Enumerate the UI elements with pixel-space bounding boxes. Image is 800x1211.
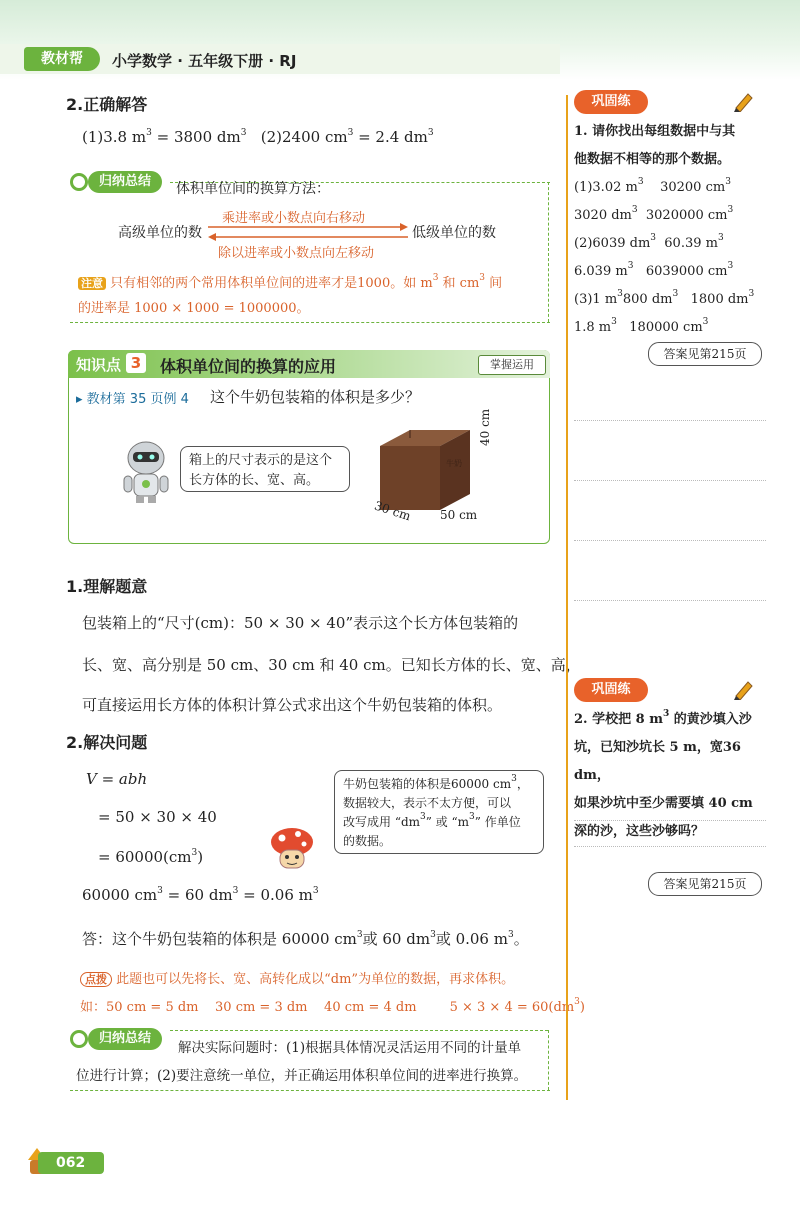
tip-tag: 点拨 <box>80 972 112 987</box>
side-dotted-line <box>574 846 766 847</box>
side-q1-text: 1. 请你找出每组数据中与其 他数据不相等的那个数据。 (1)3.02 $m^3$ 30200 $cm^3$ 3020 $dm^3$ 3020000 $cm^3$ (2)6039 $dm^3$ 60.39 $m^3$ 6.039 $m^3$ 6039000 $cm^3$ (3)1 $m^3800$ $dm^3$ 1800 $dm^3$ 1.8 $m^3$ 180000 $cm^3$ <box>574 124 755 335</box>
pencil-icon <box>732 90 754 112</box>
knowledge-label: 知识点 <box>76 356 122 374</box>
note-line-2: 的进率是 1000 × 1000 = 1000000。 <box>78 301 310 316</box>
side-dotted-line <box>574 600 766 601</box>
section-heading-understand: 1.理解题意 <box>66 577 148 596</box>
side-dotted-line <box>574 540 766 541</box>
example-question: 这个牛奶包装箱的体积是多少？ <box>210 388 421 406</box>
summary-border <box>548 182 549 322</box>
formula-line-1: V = abh <box>86 770 148 788</box>
box-print-text: 牛奶 <box>446 459 462 468</box>
mushroom-mascot-icon <box>268 826 316 872</box>
side-q2-text: 2. 学校把 8 $m^3$ 的黄沙填入沙 坑，已知沙坑长 5 m，宽36 dm， 如果沙坑中至少需要填 40 cm 深的沙，这些沙够吗？ <box>574 709 753 839</box>
knowledge-tag: 掌握运用 <box>478 355 546 375</box>
answer-line: (1)3.8 $m^3 = 3800$ $dm^3$ (2)2400 $cm^3 = 2.4$ $dm^3$ <box>82 128 434 146</box>
side-answer-ref-1: 答案见第215页 <box>648 342 762 366</box>
side-dotted-line <box>574 480 766 481</box>
knowledge-number: 3 <box>126 353 146 373</box>
dim-width-label: 30 cm <box>372 498 413 524</box>
para-line-2: 长、宽、高分别是 50 cm、30 cm 和 40 cm。已知长方体的长、宽、高， <box>82 656 581 674</box>
tip-line-1: 点拨 此题也可以先将长、宽、高转化成以“dm”为单位的数据，再求体积。 <box>80 968 514 987</box>
high-unit-label: 高级单位的数 <box>118 225 202 241</box>
summary2-right-border <box>548 1030 549 1090</box>
side-practice-tag-2: 巩固练 <box>574 678 648 702</box>
summary-label: 归纳总结 <box>88 171 162 193</box>
side-dotted-line <box>574 820 766 821</box>
note-line-1: 注意 只有相邻的两个常用体积单位间的进率才是1000。如 $m^3$ 和 $cm^3$ 间 <box>78 272 502 292</box>
summary2-ring-icon <box>70 1030 88 1048</box>
dim-length-label: 50 cm <box>440 508 478 522</box>
robot-mascot-icon <box>118 440 176 504</box>
book-title: 小学数学 · 五年级下册 · RJ <box>112 52 297 70</box>
para-line-3: 可直接运用长方体的体积计算公式求出这个牛奶包装箱的体积。 <box>82 696 503 714</box>
para-line-1: 包装箱上的“尺寸(cm)：50 × 30 × 40”表示这个长方体包装箱的 <box>82 614 519 632</box>
note-tag: 注意 <box>78 277 106 290</box>
section-heading-correct-answer: 2.正确解答 <box>66 95 148 114</box>
side-column-rule <box>566 95 568 1100</box>
knowledge-title: 体积单位间的换算的应用 <box>160 357 337 376</box>
book-badge: 教材帮 <box>24 47 100 71</box>
conversion-line: 60000 $cm^3 = 60$ $dm^3 = 0.06$ $m^3$ <box>82 886 319 904</box>
formula-line-3: = $60000(cm^3)$ <box>98 848 204 866</box>
side-practice-tag-1: 巩固练 <box>574 90 648 114</box>
arrow-left-label: 除以进率或小数点向左移动 <box>218 246 375 261</box>
side-answer-ref-2: 答案见第215页 <box>648 872 762 896</box>
conversion-arrows <box>206 222 410 242</box>
summary2-line-2: 位进行计算；(2)要注意统一单位，并正确运用体积单位间的进率进行换算。 <box>76 1068 528 1084</box>
robot-speech-bubble: 箱上的尺寸表示的是这个 长方体的长、宽、高。 <box>180 446 350 492</box>
arrow-right-label: 乘进率或小数点向右移动 <box>222 211 366 226</box>
summary2-label: 归纳总结 <box>88 1028 162 1050</box>
pencil-icon <box>732 678 754 700</box>
low-unit-label: 低级单位的数 <box>412 225 496 241</box>
summary-ring-icon <box>70 173 88 191</box>
mushroom-speech-bubble: 牛奶包装箱的体积是60000 $cm^3$， 数据较大，表示不太方便，可以 改写成用 “$dm^3$” 或 “$m^3$” 作单位 的数据。 <box>334 770 544 854</box>
summary2-top-border <box>170 1030 548 1031</box>
summary2-line-1: 解决实际问题时：(1)根据具体情况灵活运用不同的计量单 <box>178 1040 522 1056</box>
side-dotted-line <box>574 420 766 421</box>
summary-bottom-border <box>70 322 550 323</box>
formula-line-2: = 50 × 30 × 40 <box>98 808 217 826</box>
final-answer-line: 答：这个牛奶包装箱的体积是 60000 $cm^3$或 60 $dm^3$或 0.06 $m^3$。 <box>82 930 529 948</box>
section-heading-solve: 2.解决问题 <box>66 733 148 752</box>
summary2-bottom-border <box>70 1090 550 1091</box>
page-number: 062 <box>38 1152 104 1174</box>
tip-line-2: 如：50 cm = 5 dm 30 cm = 3 dm 40 cm = 4 dm $5 \times 3 \times 4 = 60(dm^3)$ <box>80 997 585 1015</box>
summary-intro: 体积单位间的换算方法： <box>176 181 330 197</box>
dim-height-label: 40 cm <box>478 408 492 446</box>
example-ref: ▸ 教材第 35 页例 4 <box>76 392 189 407</box>
